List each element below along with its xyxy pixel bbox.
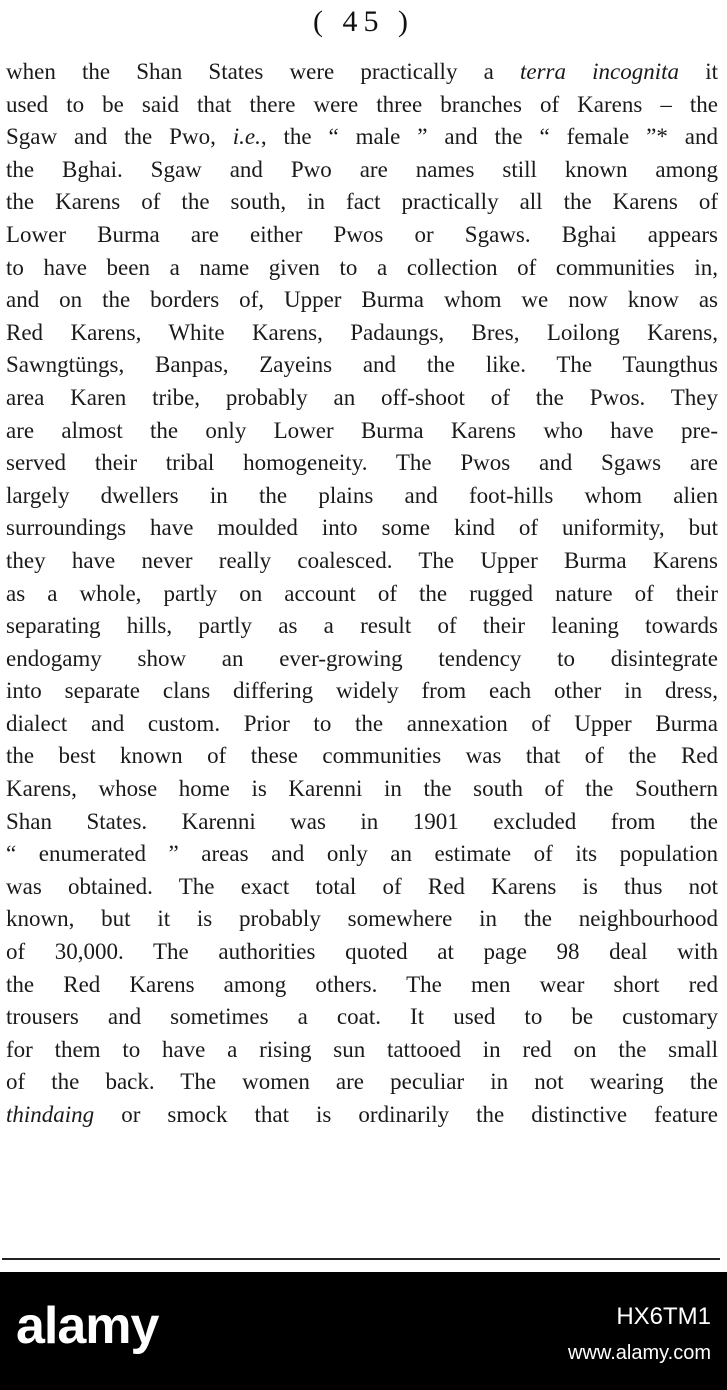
text-line: known, but it is probably somewhere in the neighbourhood xyxy=(6,906,718,932)
text-line: Lower Burma are either Pwos or Sgaws. Bghai appears xyxy=(6,221,718,247)
text-line: Karens, whose home is Karenni in the south of the Southern xyxy=(6,776,718,802)
image-id: HX6TM1 xyxy=(616,1303,711,1330)
text-line: as a whole, partly on account of the rugged nature of their xyxy=(6,580,718,606)
text-line: separating hills, partly as a result of their leaning towards xyxy=(6,613,718,639)
text-line: the best known of these communities was that of the Red xyxy=(6,743,718,769)
text-line: largely dwellers in the plains and foot-hills whom alien xyxy=(6,482,718,508)
text-line: used to be said that there were three branches of Karens – the xyxy=(6,91,718,117)
text-line: the Karens of the south, in fact practically all the Karens of xyxy=(6,189,718,215)
text-line: area Karen tribe, probably an off-shoot of the Pwos. They xyxy=(6,384,718,410)
text-line: was obtained. The exact total of Red Karens is thus not xyxy=(6,873,718,899)
italic-phrase: i.e. xyxy=(232,124,261,150)
text-line: “ enumerated ” areas and only an estimate of its population xyxy=(6,841,718,867)
text-line: of the back. The women are peculiar in not wearing the xyxy=(6,1069,718,1095)
text-line: dialect and custom. Prior to the annexation of Upper Burma xyxy=(6,710,718,736)
page-number: ( 45 ) xyxy=(313,5,414,38)
italic-phrase: terra incognita xyxy=(519,59,680,84)
text-line: and on the borders of, Upper Burma whom we now know as xyxy=(6,287,718,313)
text-line: for them to have a rising sun tattooed in red on the small xyxy=(6,1036,718,1062)
alamy-logo: alamy xyxy=(16,1297,159,1355)
text-line: when the Shan States were practically a terra incognita it xyxy=(6,59,718,84)
text-line: the Bghai. Sgaw and Pwo are names still known among xyxy=(6,156,718,182)
italic-phrase: thindaing xyxy=(6,1102,95,1127)
text-line: the Red Karens among others. The men wear short red xyxy=(6,971,718,997)
text-line: thindaing or smock that is ordinarily the distinctive feature xyxy=(6,1102,718,1127)
body-text xyxy=(6,56,718,1132)
text-line: Red Karens, White Karens, Padaungs, Bres, Loilong Karens, xyxy=(6,319,718,345)
text-line: Sgaw and the Pwo, i.e., the “ male ” and the “ female ”* and xyxy=(6,124,718,150)
watermark-url: www.alamy.com xyxy=(568,1342,711,1364)
text-line: trousers and sometimes a coat. It used to be customary xyxy=(6,1004,718,1030)
text-line: into separate clans differing widely from each other in dress, xyxy=(6,678,718,704)
text-line: endogamy show an ever-growing tendency to disintegrate xyxy=(6,645,718,671)
text-line: to have been a name given to a collection of communities in, xyxy=(6,254,718,280)
text-line: served their tribal homogeneity. The Pwos and Sgaws are xyxy=(6,450,718,476)
text-line: surroundings have moulded into some kind of uniformity, but xyxy=(6,515,718,541)
text-line: of 30,000. The authorities quoted at page 98 deal with xyxy=(6,939,718,965)
text-line: Sawngtüngs, Banpas, Zayeins and the like. The Taungthus xyxy=(6,352,718,378)
text-line: they have never really coalesced. The Upper Burma Karens xyxy=(6,547,718,573)
text-line: Shan States. Karenni was in 1901 excluded from the xyxy=(6,808,718,834)
text-line: are almost the only Lower Burma Karens who have pre- xyxy=(6,417,718,443)
footnote-divider xyxy=(2,1258,720,1260)
